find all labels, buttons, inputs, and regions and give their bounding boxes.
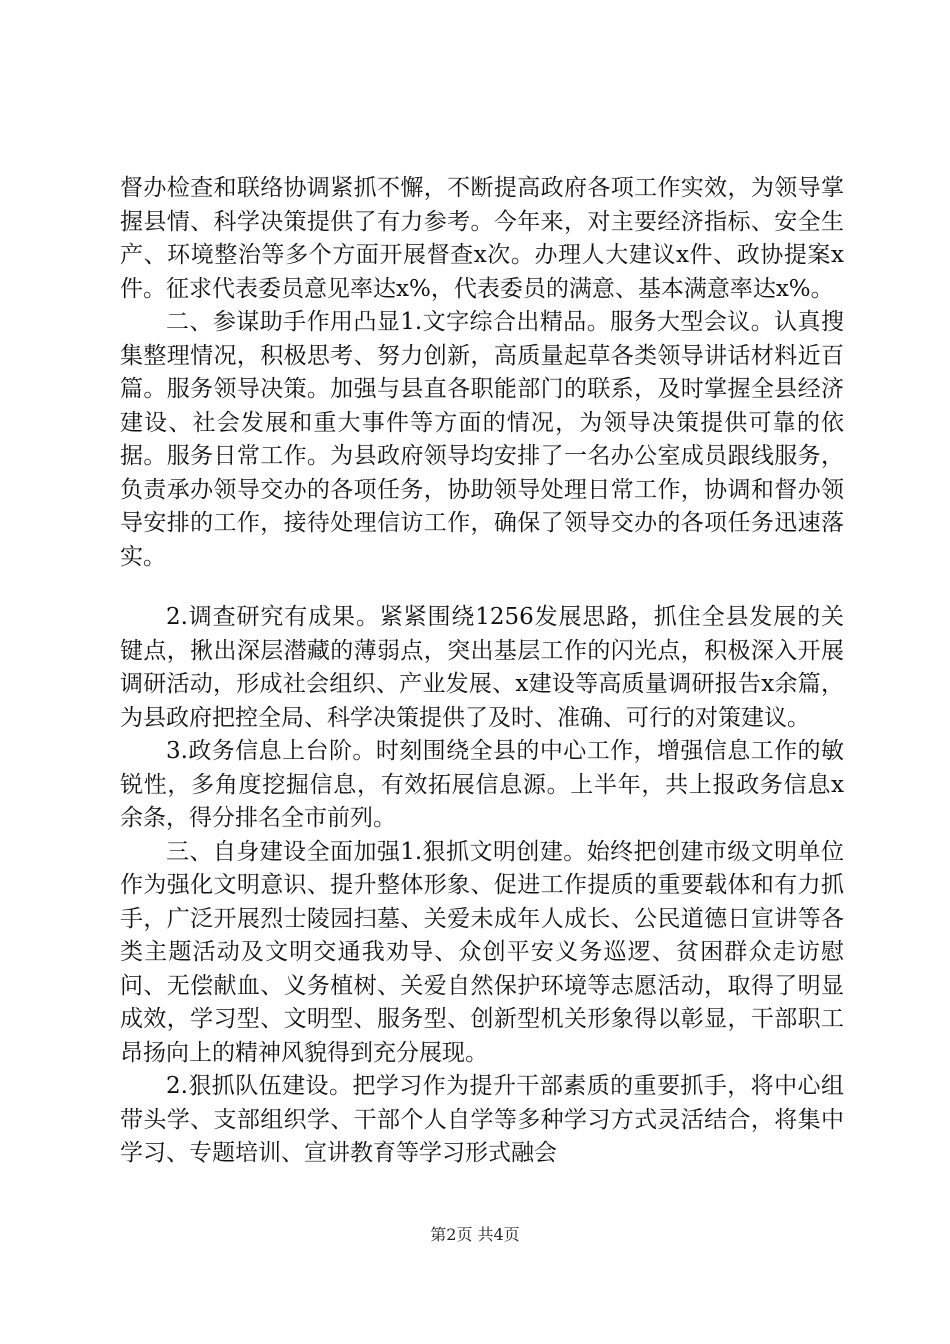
paragraph-supervision: 督办检查和联络协调紧抓不懈，不断提高政府各项工作实效，为领导掌握县情、科学决策提供了有力参考。今年来，对主要经济指标、安全生产、环境整治等多个方面开展督查x次。办理人大建议x件、政协提案x件。征求代表委员意见率达x%，代表委员的满意、基本满意率达x%。 [120,175,844,302]
page-number-footer: 第2页 共4页 [430,1225,520,1244]
paragraph-government-info: 3.政务信息上台阶。时刻围绕全县的中心工作，增强信息工作的敏锐性，多角度挖掘信息，有效拓展信息源。上半年，共上报政务信息x余条，得分排名全市前列。 [120,738,844,831]
paragraph-advisory-role: 二、参谋助手作用凸显1.文字综合出精品。服务大型会议。认真搜集整理情况，积极思考、努力创新，高质量起草各类领导讲话材料近百篇。服务领导决策。加强与县直各职能部门的联系，及时掌握全县经济建设、社会发展和重大事件等方面的情况，为领导决策提供可靠的依据。服务日常工作。为县政府领导均安排了一名办公室成员跟线服务，负责承办领导交办的各项任务，协助领导处理日常工作，协调和督办领导安排的工作，接待处理信访工作，确保了领导交办的各项任务迅速落实。 [120,309,844,570]
paragraph-self-building: 三、自身建设全面加强1.狠抓文明创建。始终把创建市级文明单位作为强化文明意识、提升整体形象、促进工作提质的重要载体和有力抓手，广泛开展烈士陵园扫墓、关爱未成年人成长、公民道德日宣讲等各类主题活动及文明交通我劝导、众创平安义务巡逻、贫困群众走访慰问、无偿献血、义务植树、关爱自然保护环境等志愿活动，取得了明显成效，学习型、文明型、服务型、创新型机关形象得以彰显，干部职工昂扬向上的精神风貌得到充分展现。 [120,838,844,1066]
paragraph-gap [120,574,844,601]
document-body [120,172,844,1171]
paragraph-team-building: 2.狠抓队伍建设。把学习作为提升干部素质的重要抓手，将中心组带头学、支部组织学、干部个人自学等多种学习方式灵活结合，将集中学习、专题培训、宣讲教育等学习形式融会 [120,1073,844,1166]
paragraph-research: 2.调查研究有成果。紧紧围绕1256发展思路，抓住全县发展的关键点，揪出深层潜藏的薄弱点，突出基层工作的闪光点，积极深入开展调研活动，形成社会组织、产业发展、x建设等高质量调研报告x余篇，为县政府把控全局、科学决策提供了及时、准确、可行的对策建议。 [120,604,844,731]
